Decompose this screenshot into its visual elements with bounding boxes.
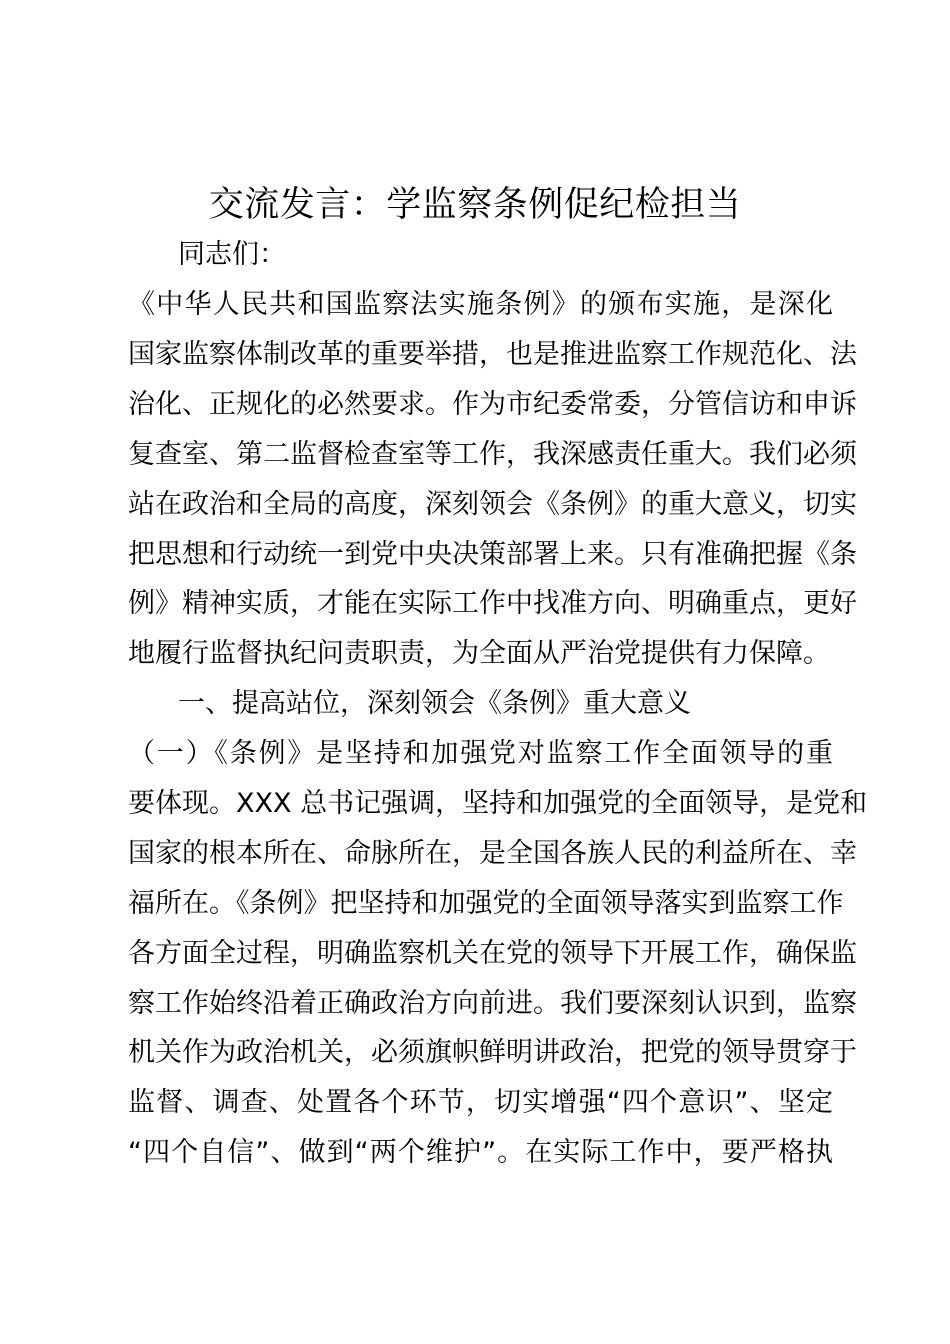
paragraph-line: 把思想和行动统一到党中央决策部署上来。只有准确把握《条 bbox=[128, 538, 857, 570]
salutation: 同志们： bbox=[178, 239, 286, 270]
paragraph-line: 要体现。XXX 总书记强调，坚持和加强党的全面领导，是党和 bbox=[128, 787, 868, 819]
paragraph-line: 地履行监督执纪问责职责，为全面从严治党提供有力保障。 bbox=[128, 638, 830, 670]
paragraph-line: 站在政治和全局的高度，深刻领会《条例》的重大意义，切实 bbox=[128, 488, 857, 520]
paragraph-line: 复查室、第二监督检查室等工作，我深感责任重大。我们必须 bbox=[128, 438, 857, 470]
section-paragraph bbox=[128, 729, 868, 1178]
paragraph-line: 察工作始终沿着正确政治方向前进。我们要深刻认识到，监察 bbox=[128, 987, 857, 1019]
paragraph-line: 机关作为政治机关，必须旗帜鲜明讲政治，把党的领导贯穿于 bbox=[128, 1037, 857, 1069]
paragraph-line: 《中华人民共和国监察法实施条例》的颁布实施，是深化 bbox=[128, 289, 833, 320]
section-heading: 一、提高站位，深刻领会《条例》重大意义 bbox=[178, 688, 691, 719]
paragraph-line: “四个自信”、做到“两个维护”。在实际工作中，要严格执 bbox=[128, 1137, 833, 1169]
paragraph-line: 监督、调查、处置各个环节，切实增强“四个意识”、坚定 bbox=[128, 1087, 833, 1119]
paragraph-line: 例》精神实质，才能在实际工作中找准方向、明确重点，更好 bbox=[128, 588, 857, 620]
paragraph-line: 国家的根本所在、命脉所在，是全国各族人民的利益所在、幸 bbox=[128, 837, 857, 869]
paragraph-line: 国家监察体制改革的重要举措，也是推进监察工作规范化、法 bbox=[128, 338, 857, 370]
intro-paragraph bbox=[128, 280, 857, 679]
paragraph-line: 治化、正规化的必然要求。作为市纪委常委，分管信访和申诉 bbox=[128, 388, 857, 420]
paragraph-line: 各方面全过程，明确监察机关在党的领导下开展工作，确保监 bbox=[128, 937, 857, 969]
paragraph-line: 福所在。《条例》把坚持和加强党的全面领导落实到监察工作 bbox=[128, 887, 844, 919]
paragraph-line: （一）《条例》是坚持和加强党对监察工作全面领导的重 bbox=[128, 738, 833, 769]
document-title: 交流发言：学监察条例促纪检担当 bbox=[208, 185, 742, 225]
